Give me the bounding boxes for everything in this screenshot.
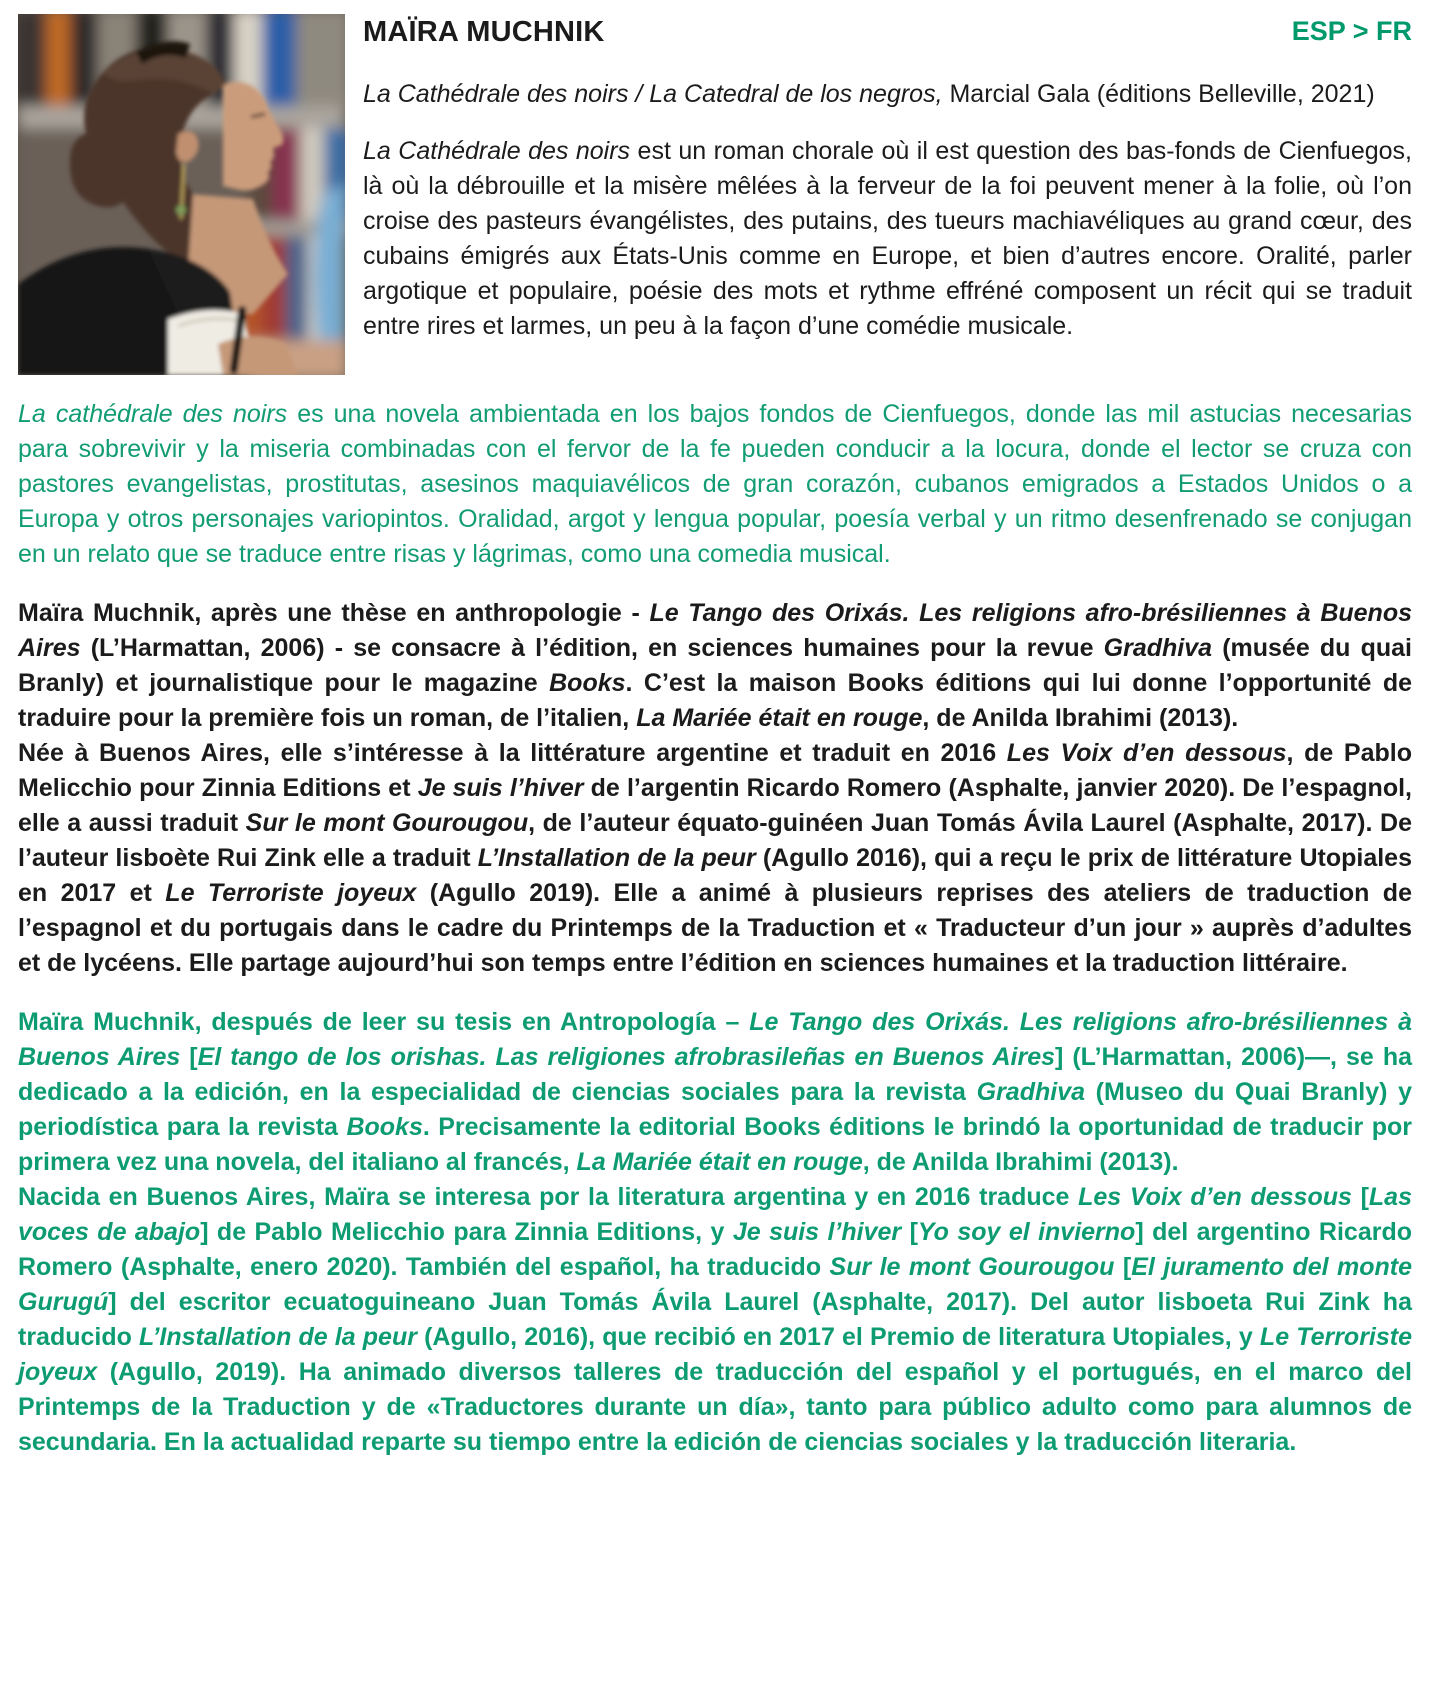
bio-french-paragraph-2: Née à Buenos Aires, elle s’intéresse à la littérature argentine et traduit en 2016 Les Voix d’en dessous, de Pablo Melicchio pour Zinnia Editions et Je suis l’hiver de l’argentin Ricardo Romero (Asphalte, janvier 2020). De l’espagnol, elle a aussi traduit Sur le mont Gourougou, de l’auteur équato-guinéen Juan Tomás Ávila Laurel (Asphalte, 2017). De l’auteur lisboète Rui Zink elle a traduit L’Installation de la peur (Agullo 2016), qui a reçu le prix de littérature Utopiales en 2017 et Le Terroriste joyeux (Agullo 2019). Elle a animé à plusieurs reprises des ateliers de traduction de l’espagnol et du portugais dans le cadre du Printemps de la Traduction et « Traducteur d’un jour » auprès d’adultes et de lycéens. Elle partage aujourd’hui son temps entre l’édition en sciences humaines et la traduction littéraire. [18, 739, 1412, 977]
portrait-photo [18, 14, 345, 375]
book-summary-spanish: La cathédrale des noirs es una novela ambientada en los bajos fondos de Cienfuegos, donde las mil astucias necesarias para sobrevivir y la miseria combinadas con el fervor de la fe pueden conducir a la locura, donde el lector se cruza con pastores evangelistas, prostitutas, asesinos maquiavélicos de gran corazón, cubanos emigrados a Estados Unidos o a Europa y otros personajes variopintos. Oralidad, argot y lengua popular, poesía verbal y un ritmo desenfrenado se conjugan en un relato que se traduce entre risas y lágrimas, como una comedia musical. [18, 400, 1413, 568]
top-block [18, 14, 1412, 375]
book-reference: La Cathédrale des noirs / La Catedral de los negros, Marcial Gala (éditions Belleville, 2021) [363, 80, 1375, 108]
header-row [363, 14, 1412, 49]
portrait-photo-graphic [18, 14, 345, 375]
bio-spanish-paragraph-1: Maïra Muchnik, después de leer su tesis en Antropología – Le Tango des Orixás. Les religions afro-brésiliennes à Buenos Aires [El tango de los orishas. Las religiones afrobrasileñas en Buenos Aires] (L’Harmattan, 2006)—, se ha dedicado a la edición, en la especialidad de ciencias sociales para la revista Gradhiva (Museo du Quai Branly) y periodística para la revista Books. Precisamente la editorial Books éditions le brindó la oportunidad de traducir por primera vez una novela, del italiano al francés, La Mariée était en rouge, de Anilda Ibrahimi (2013). [18, 1008, 1413, 1176]
language-pair-badge: ESP > FR [1291, 16, 1412, 46]
bio-spanish-paragraph-2: Nacida en Buenos Aires, Maïra se interesa por la literatura argentina y en 2016 traduce Les Voix d’en dessous [Las voces de abajo] de Pablo Melicchio para Zinnia Editions, y Je suis l’hiver [Yo soy el invierno] del argentino Ricardo Romero (Asphalte, enero 2020). También del español, ha traducido Sur le mont Gourougou [El juramento del monte Gurugú] del escritor ecuatoguineano Juan Tomás Ávila Laurel (Asphalte, 2017). Del autor lisboeta Rui Zink ha traducido L’Installation de la peur (Agullo, 2016), que recibió en 2017 el Premio de literatura Utopiales, y Le Terroriste joyeux (Agullo, 2019). Ha animado diversos talleres de traducción del español y el portugués, en el marco del Printemps de la Traduction y de «Traductores durante un día», tanto para público adulto como para alumnos de secundaria. En la actualidad reparte su tiempo entre la edición de ciencias sociales y la traducción literaria. [18, 1183, 1413, 1456]
book-summary-french: La Cathédrale des noirs est un roman chorale où il est question des bas-fonds de Cienfuegos, là où la débrouille et la misère mêlées à la ferveur de la foi peuvent mener à la folie, où l’on croise des pasteurs évangélistes, des putains, des tueurs machiavéliques au grand cœur, des cubains émigrés aux États-Unis comme en Europe, et bien d’autres encore. Oralité, parler argotique et populaire, poésie des mots et rythme effréné composent un récit qui se traduit entre rires et larmes, un peu à la façon d’une comédie musicale. [363, 137, 1412, 340]
bio-french-paragraph-1: Maïra Muchnik, après une thèse en anthropologie - Le Tango des Orixás. Les religions afro-brésiliennes à Buenos Aires (L’Harmattan, 2006) - se consacre à l’édition, en sciences humaines pour la revue Gradhiva (musée du quai Branly) et journalistique pour le magazine Books. C’est la maison Books éditions qui lui donne l’opportunité de traduire pour la première fois un roman, de l’italien, La Mariée était en rouge, de Anilda Ibrahimi (2013). [18, 599, 1412, 732]
page-title: MAÏRA MUCHNIK [363, 16, 605, 48]
top-text-column [363, 14, 1412, 344]
